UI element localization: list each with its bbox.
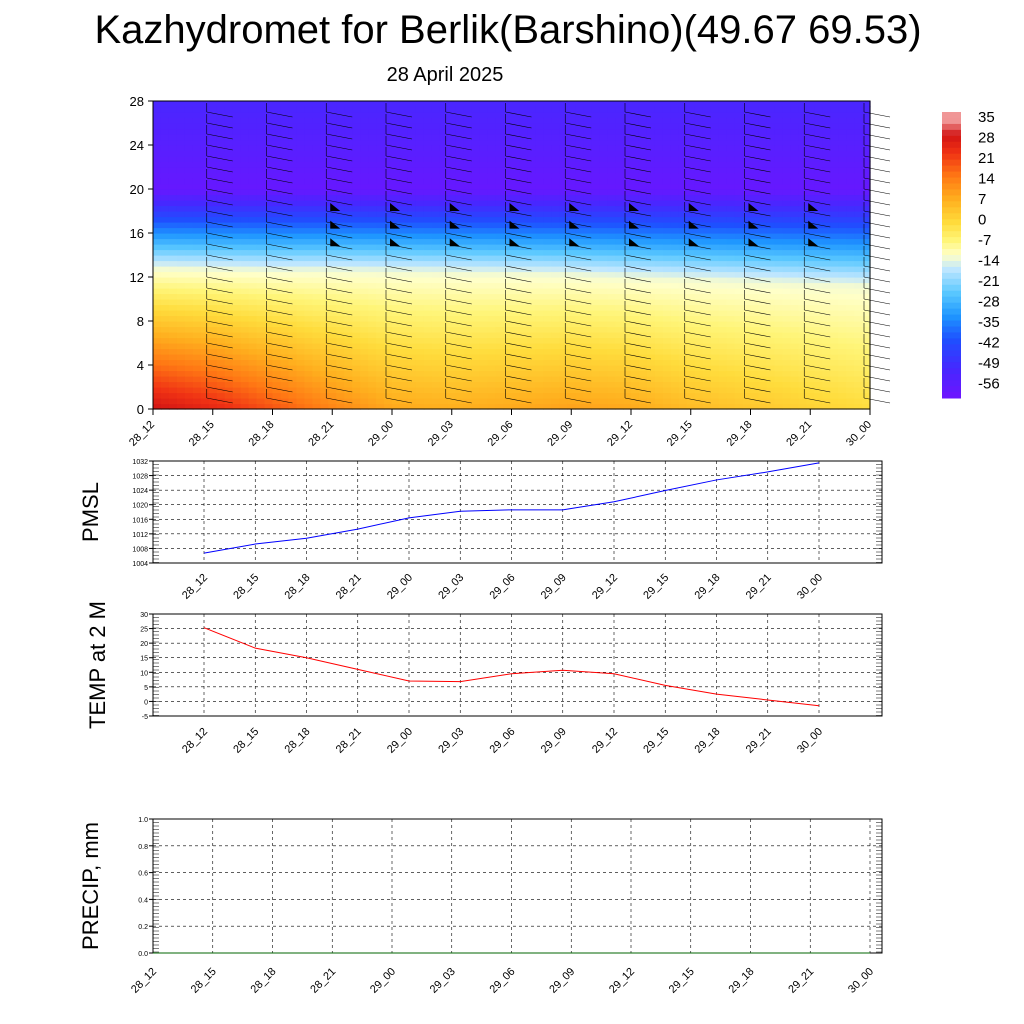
- chart-subtitle: 28 April 2025: [386, 64, 504, 86]
- chart-title: Kazhydromet for Berlik(Barshino)(49.67 69.53): [94, 8, 922, 52]
